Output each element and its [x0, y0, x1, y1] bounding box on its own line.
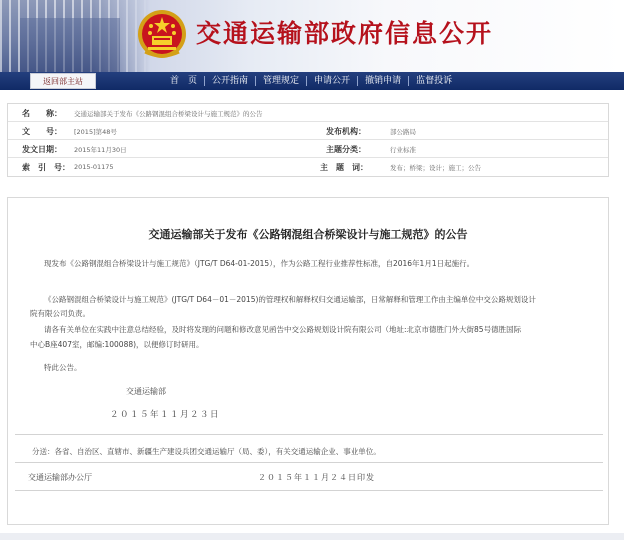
meta-label: 主题分类： — [326, 145, 366, 154]
nav-item-complaint[interactable]: 监督投诉 — [416, 76, 453, 86]
site-title: 交通运输部政府信息公开 — [196, 19, 494, 48]
meta-date-value: 2015年11月30日 — [74, 146, 127, 154]
meta-issuer-value: 部公路局 — [390, 128, 416, 136]
meta-label: 文 号： — [22, 127, 62, 136]
article-paragraph-2: 《公路钢混组合桥梁设计与施工规范》(JTG/T D64－01－2015)的管理权和解释权归交通运输部，日常解释和管理工作由主编单位中交公路规划设计 — [44, 295, 536, 304]
meta-row-name — [8, 104, 608, 122]
page-footer-bar — [0, 533, 624, 540]
meta-label: 发文日期： — [22, 145, 62, 154]
meta-category-value: 行业标准 — [390, 146, 416, 154]
national-emblem-icon — [137, 8, 187, 60]
distribution-list: 分送：各省、自治区、直辖市、新疆生产建设兵团交通运输厅（局、委），有关交通运输企业、事业单位。 — [32, 447, 381, 456]
divider — [15, 434, 603, 435]
site-header — [0, 0, 624, 72]
meta-name-value: 交通运输部关于发布《公路钢混组合桥梁设计与施工规范》的公告 — [74, 110, 263, 118]
article-sign-date: ２０１５年１１月２３日 — [110, 410, 221, 420]
meta-label: 主 题 词： — [320, 163, 368, 172]
nav-item-guide[interactable]: 公开指南 — [212, 76, 249, 86]
meta-row-index — [8, 158, 608, 176]
print-date: ２０１５年１１月２４日印发 — [258, 473, 375, 482]
meta-index-value: 2015-01175 — [74, 163, 114, 171]
meta-docno-value: [2015]第48号 — [74, 128, 117, 136]
issuing-office: 交通运输部办公厅 — [28, 473, 92, 482]
article-title: 交通运输部关于发布《公路钢混组合桥梁设计与施工规范》的公告 — [148, 228, 468, 241]
meta-label: 名 称： — [22, 109, 62, 118]
meta-row-date — [8, 140, 608, 158]
document-meta-table — [7, 103, 609, 177]
article-paragraph-2-cont: 院有限公司负责。 — [30, 309, 90, 318]
divider — [15, 462, 603, 463]
article-paragraph-3-cont: 中心B座407室，邮编:100088)，以便修订时研用。 — [30, 340, 204, 349]
main-nav — [0, 72, 624, 90]
meta-keywords-value: 发布；桥梁；设计；施工；公告 — [390, 164, 481, 172]
header-building-shadow — [20, 18, 120, 72]
meta-label: 索 引 号： — [22, 163, 70, 172]
article-paragraph-1: 现发布《公路钢混组合桥梁设计与施工规范》（JTG/T D64-01-2015），作为公路工程行业推荐性标准，自2016年1月1日起施行。 — [44, 259, 475, 268]
meta-label: 发布机构： — [326, 127, 366, 136]
article-panel — [7, 197, 609, 525]
nav-item-home[interactable]: 首 页 — [170, 76, 198, 86]
nav-item-regulations[interactable]: 管理规定 — [263, 76, 300, 86]
nav-item-apply[interactable]: 申请公开 — [314, 76, 351, 86]
nav-item-withdraw[interactable]: 撤销申请 — [365, 76, 402, 86]
article-closing: 特此公告。 — [44, 363, 82, 372]
divider — [15, 490, 603, 491]
article-signer: 交通运输部 — [126, 387, 166, 396]
back-to-main-site-button[interactable]: 返回部主站 — [30, 73, 96, 89]
nav-items — [163, 72, 459, 90]
article-paragraph-3: 请各有关单位在实践中注意总结经验，及时将发现的问题和修改意见函告中交公路规划设计院有限公司（地址:北京市德胜门外大街85号德胜国际 — [44, 325, 522, 334]
meta-row-docno — [8, 122, 608, 140]
